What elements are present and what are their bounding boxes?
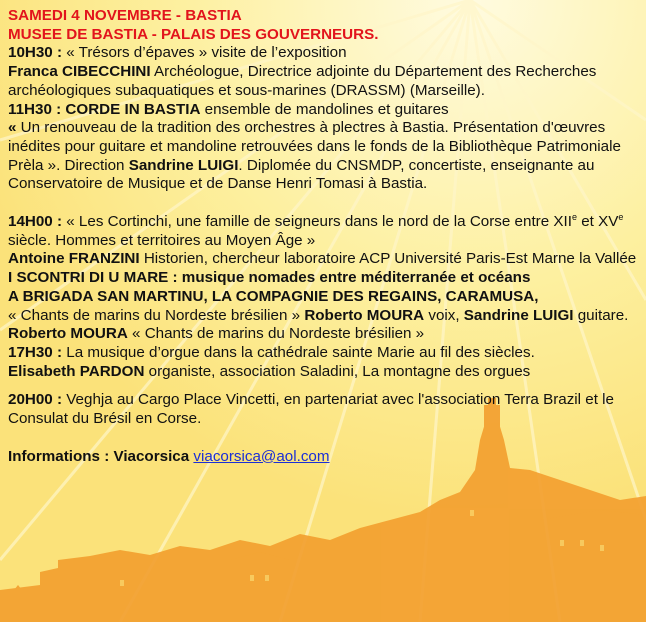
event-title-part: siècle. Hommes et territoires au Moyen Âge » <box>8 231 316 249</box>
organist-description: organiste, association Saladini, La montagne des orgues <box>144 362 531 380</box>
event-time: 17H30 : <box>8 343 63 361</box>
singer-role: voix, <box>424 306 464 324</box>
event-time: 20H00 : <box>8 391 63 409</box>
program-text <box>8 7 640 466</box>
concert-description: Un renouveau de la tradition des orchestres à plectres à Bastia. Présentation d'œuvres inédites pour guitare et mandoline retrouvées dans le fonds de la Bibliothèque Patrimoniale Prèla ». Direction <box>8 119 621 174</box>
speaker-description: Historien, chercheur laboratoire ACP Université Paris-Est Marne la Vallée <box>139 250 637 268</box>
event-speaker <box>8 250 640 269</box>
ensemble-description: ensemble de mandolines et guitares <box>200 100 449 118</box>
event-moura <box>8 325 640 344</box>
organist-name: Elisabeth PARDON <box>8 362 145 380</box>
event-2000 <box>8 391 640 428</box>
info-label: Informations : Viacorsica <box>8 447 194 465</box>
event-date-heading: SAMEDI 4 NOVEMBRE - BASTIA <box>8 7 242 24</box>
event-description: Veghja au Cargo Place Vincetti, en partenariat avec l'association Terra Brazil et le Consulat du Brésil en Corse. <box>8 391 614 428</box>
event-organist <box>8 363 640 382</box>
event-time: 11H30 : <box>8 100 62 118</box>
event-1030 <box>8 44 640 100</box>
spacer <box>8 429 640 448</box>
event-music <box>8 269 640 325</box>
event-1130 <box>8 101 640 195</box>
performer-name: Roberto MOURA <box>8 325 128 343</box>
footer-info <box>8 448 640 467</box>
event-title: « Trésors d’épaves » visite de l’exposition <box>62 44 347 62</box>
director-description: . Diplomée du CNSMDP, concertiste, enseignante au Conservatoire de Musique et de Danse Henri Tomasi à Bastia. <box>8 156 595 193</box>
event-time: 10H30 : <box>8 44 63 62</box>
speaker-name: Franca CIBECCHINI <box>8 63 151 81</box>
spacer <box>8 381 640 391</box>
email-link[interactable]: viacorsica@aol.com <box>193 447 330 465</box>
event-title-part: « Les Cortinchi, une famille de seigneurs dans le nord de la Corse entre XII <box>62 213 572 231</box>
guitarist-name: Sandrine LUIGI <box>463 306 574 324</box>
music-groups: A BRIGADA SAN MARTINU, LA COMPAGNIE DES REGAINS, CARAMUSA, <box>8 287 539 305</box>
event-time: 14H00 : <box>8 213 63 231</box>
event-description <box>8 119 640 194</box>
venue-heading: MUSEE DE BASTIA - PALAIS DES GOUVERNEURS. <box>8 25 379 43</box>
superscript: e <box>618 211 624 222</box>
song-title: « Chants de marins du Nordeste brésilien » <box>8 306 305 324</box>
spacer <box>8 194 640 213</box>
event-1730 <box>8 344 640 363</box>
singer-name: Roberto MOURA <box>304 306 425 324</box>
event-speaker <box>8 63 640 100</box>
director-name: Sandrine LUIGI <box>128 156 239 174</box>
event-title: La musique d’orgue dans la cathédrale sainte Marie au fil des siècles. <box>62 343 535 361</box>
superscript: e <box>571 211 577 222</box>
music-performers <box>8 307 640 326</box>
event-title-part: et XV <box>576 213 619 231</box>
quote-open: « <box>8 119 21 137</box>
performance-title: « Chants de marins du Nordeste brésilien » <box>127 325 425 343</box>
guitarist-role: guitare. <box>573 306 629 324</box>
music-title: I SCONTRI DI U MARE : musique nomades entre méditerranée et océans <box>8 269 531 287</box>
speaker-description: Archéologue, Directrice adjointe du Département des Recherches archéologiques subaquatiques et sous-marines (DRASSM) (Marseille). <box>8 63 597 99</box>
event-1400 <box>8 213 640 269</box>
ensemble-name: CORDE IN BASTIA <box>61 100 201 118</box>
speaker-name: Antoine FRANZINI <box>8 250 140 268</box>
